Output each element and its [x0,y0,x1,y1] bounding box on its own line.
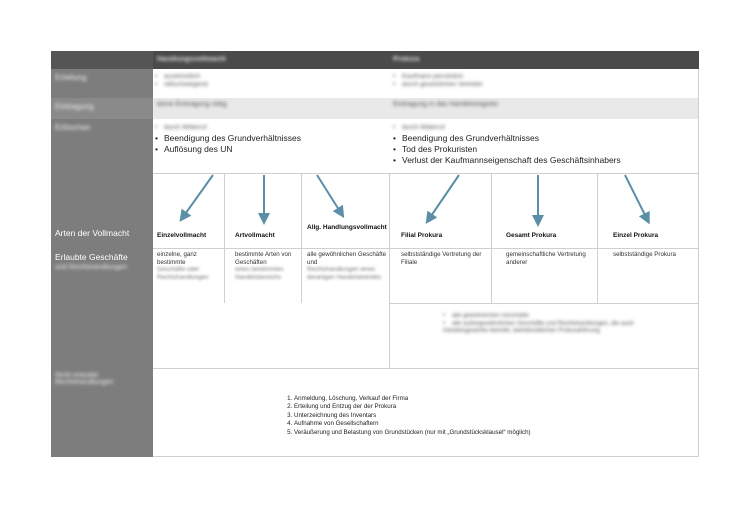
list-item: 5. Veräußerung und Belastung von Grundstücken (nur mit „Grundstücksklausel“ möglich) [294,429,531,437]
desc-allg-handlungsvollmacht: alle gewöhnlichen Geschäfte und Rechtshandlungen eines derartigen Handelsbetriebs [307,251,387,281]
list-item: 3. Unterzeichnung des Inventars [294,412,531,420]
erloeschen-pr-list: • durch Widerruf • Beendigung des Grundverhältnisses • Tod des Prokuristen • Verlust der Kaufmannseigenschaft des Geschäftsinhabers [393,122,621,166]
desc-artvollmacht: bestimmte Arten von Geschäften eines bestimmten Handelsbereichs [235,251,292,281]
row-label-erloeschen: Erlöschen [51,119,153,173]
desc-einzelvollmacht: einzelne, ganz bestimmte Geschäfte oder Rechtshandlungen [157,251,209,281]
eintragung-pr: Eintragung in das Handelsregister [389,98,699,119]
arrow-icon [625,175,647,219]
nicht-erlaubt-list [282,395,531,437]
eintragung-hv: keine Eintragung nötig [153,98,389,119]
row-label-erlaubt: Erlaubte Geschäfte und Rechtshandlungen [51,248,153,368]
erteilung-hv-list: • ausdrücklich • stillschweigend [155,73,208,89]
prokura-erlaubt-list: • alle gewöhnlichen Geschäfte • alle außergewöhnlichen Geschäfte und Rechtshandlungen, die auch Handelsgewerbe betreibt, betriebsüblichen Prokuraführung [443,313,653,336]
document-table [51,51,699,457]
row-label-erteilung: Erteilung [51,69,153,98]
row-label-arten: Arten der Vollmacht [51,173,153,248]
row-label-eintragung: Eintragung [51,98,153,119]
list-item: 4. Aufnahme von Gesellschaftern [294,420,531,428]
header-col1-title: Handlungsvollmacht [157,56,226,63]
arrow-icon [429,175,459,219]
type-einzelvollmacht: Einzelvollmacht [157,232,207,239]
list-item: 2. Erteilung und Entzug der der Prokura [294,403,531,411]
list-item: 1. Anmeldung, Löschung, Verkauf der Firma [294,395,531,403]
grid-line [153,456,699,457]
desc-gesamt-prokura: gemeinschaftliche Vertretung anderer [506,251,586,266]
erloeschen-hv-list: • durch Widerruf • Beendigung des Grundverhältnisses • Auflösung des UN [155,122,301,155]
row-label-nicht-erlaubt: Nicht erlaubte Rechtshandlungen [51,368,153,457]
type-gesamt-prokura: Gesamt Prokura [506,232,557,239]
header-prokura [389,51,699,69]
arrow-icon [183,175,213,217]
type-einzel-prokura: Einzel Prokura [613,232,659,239]
header-col2-title: Prokura [393,56,420,63]
desc-einzel-prokura: selbstständige Prokura [613,251,676,258]
type-artvollmacht: Artvollmacht [235,232,275,239]
arrow-icon [317,175,341,213]
desc-filial-prokura: selbstständige Vertretung der Filiale [401,251,482,266]
type-filial-prokura: Filial Prokura [401,232,443,239]
header-blank [51,51,153,69]
header-handlungsvollmacht [153,51,389,69]
type-allg-handlungsvollmacht: Allg. Handlungsvollmacht [307,224,387,231]
erteilung-pr-list: • Kaufmann persönlich • durch gesetzlichen Vertreter [393,73,483,89]
